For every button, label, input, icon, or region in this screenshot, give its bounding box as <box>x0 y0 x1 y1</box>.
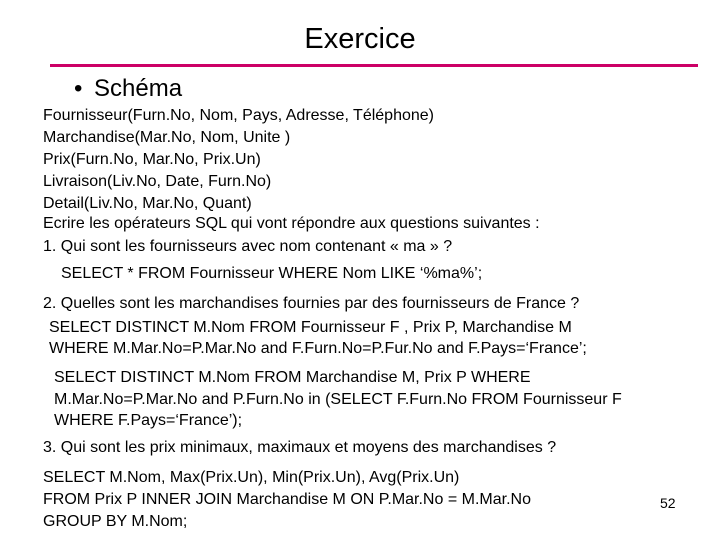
answer-2b-line-2: M.Mar.No=P.Mar.No and P.Furn.No in (SELECT F.Furn.No FROM Fournisseur F <box>54 391 622 408</box>
slide-title: Exercice <box>304 23 416 55</box>
instruction-text: Ecrire les opérateurs SQL qui vont répondre aux questions suivantes : <box>43 215 540 232</box>
schema-prix: Prix(Furn.No, Mar.No, Prix.Un) <box>43 151 261 168</box>
answer-3-line-1: SELECT M.Nom, Max(Prix.Un), Min(Prix.Un), Avg(Prix.Un) <box>43 469 460 486</box>
question-3: 3. Qui sont les prix minimaux, maximaux et moyens des marchandises ? <box>43 439 557 456</box>
schema-detail: Detail(Liv.No, Mar.No, Quant) <box>43 195 252 212</box>
title-underline <box>50 64 698 67</box>
answer-1: SELECT * FROM Fournisseur WHERE Nom LIKE ‘%ma%’; <box>61 265 483 282</box>
answer-2b-line-3: WHERE F.Pays=‘France’); <box>54 412 243 429</box>
answer-2a-line-1: SELECT DISTINCT M.Nom FROM Fournisseur F , Prix P, Marchandise M <box>49 319 572 336</box>
answer-3-line-2: FROM Prix P INNER JOIN Marchandise M ON P.Mar.No = M.Mar.No <box>43 491 531 508</box>
answer-2b-line-1: SELECT DISTINCT M.Nom FROM Marchandise M, Prix P WHERE <box>54 369 531 386</box>
answer-2a-line-2: WHERE M.Mar.No=P.Mar.No and F.Furn.No=P.Fur.No and F.Pays=‘France’; <box>49 340 587 357</box>
bullet-item <box>74 74 182 104</box>
question-2: 2. Quelles sont les marchandises fournies par des fournisseurs de France ? <box>43 295 580 312</box>
schema-marchandise: Marchandise(Mar.No, Nom, Unite ) <box>43 129 291 146</box>
page-number: 52 <box>660 495 676 511</box>
answer-3-line-3: GROUP BY M.Nom; <box>43 513 188 530</box>
schema-fournisseur: Fournisseur(Furn.No, Nom, Pays, Adresse, Téléphone) <box>43 107 434 124</box>
bullet-label: Schéma <box>94 75 183 102</box>
question-1: 1. Qui sont les fournisseurs avec nom contenant « ma » ? <box>43 238 453 255</box>
schema-livraison: Livraison(Liv.No, Date, Furn.No) <box>43 173 272 190</box>
bullet-dot: • <box>74 75 83 102</box>
